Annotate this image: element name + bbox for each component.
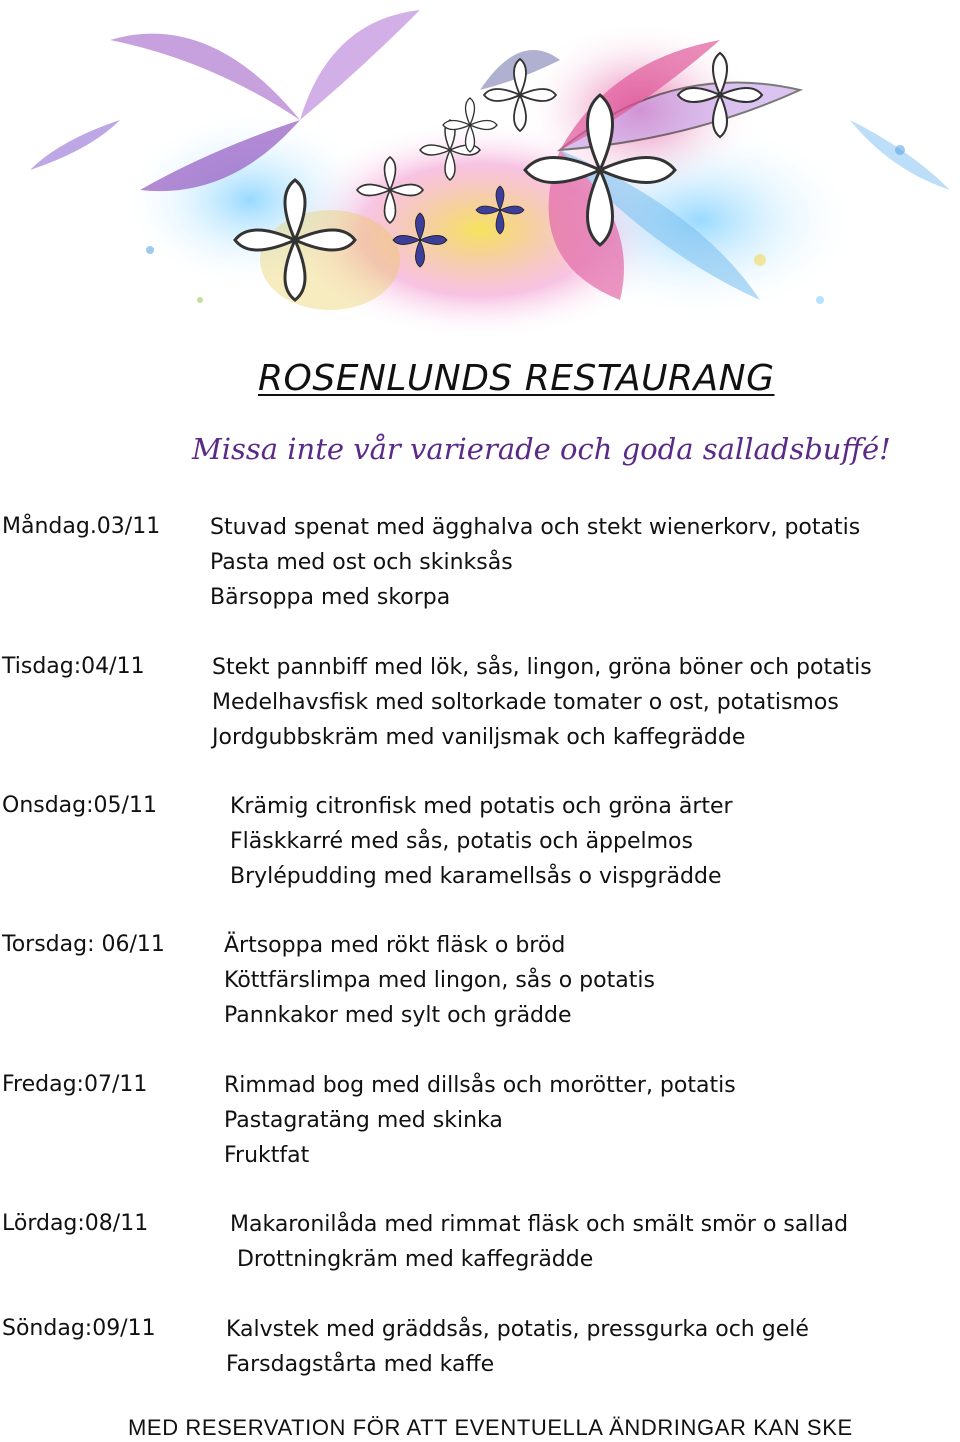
dish-list bbox=[224, 1068, 736, 1173]
dish-item: Rimmad bog med dillsås och morötter, potatis bbox=[224, 1073, 736, 1098]
dish-item: Jordgubbskräm med vaniljsmak och kaffegrädde bbox=[212, 725, 746, 750]
dish-item: Farsdagstårta med kaffe bbox=[226, 1352, 495, 1377]
dish-list bbox=[210, 510, 860, 615]
dish-item: Ärtsoppa med rökt fläsk o bröd bbox=[224, 933, 566, 958]
restaurant-title: ROSENLUNDS RESTAURANG bbox=[258, 358, 775, 399]
dish-list bbox=[226, 1312, 809, 1382]
dish-item: Brylépudding med karamellsås o vispgrädde bbox=[230, 864, 722, 889]
dish-item: Pastagratäng med skinka bbox=[224, 1108, 503, 1133]
dish-list bbox=[212, 650, 872, 755]
dish-item: Krämig citronfisk med potatis och gröna ärter bbox=[230, 794, 733, 819]
dish-item: Köttfärslimpa med lingon, sås o potatis bbox=[224, 968, 655, 993]
salad-buffet-tagline: Missa inte vår varierade och goda salladsbuffé! bbox=[192, 432, 891, 466]
day-label: Onsdag:05/11 bbox=[2, 793, 157, 818]
dish-item: Fläskkarré med sås, potatis och äppelmos bbox=[230, 829, 693, 854]
day-label: Söndag:09/11 bbox=[2, 1316, 156, 1341]
dish-item: Bärsoppa med skorpa bbox=[210, 585, 451, 610]
dish-item: Medelhavsfisk med soltorkade tomater o ost, potatismos bbox=[212, 690, 839, 715]
dish-item: Makaronilåda med rimmat fläsk och smält smör o sallad bbox=[230, 1212, 849, 1237]
dish-item: Pasta med ost och skinksås bbox=[210, 550, 513, 575]
day-label: Torsdag: 06/11 bbox=[2, 932, 165, 957]
reservation-notice: MED RESERVATION FÖR ATT EVENTUELLA ÄNDRINGAR KAN SKE bbox=[128, 1415, 853, 1440]
dish-list bbox=[230, 1207, 848, 1277]
day-label: Tisdag:04/11 bbox=[2, 654, 145, 679]
dish-item: Stuvad spenat med ägghalva och stekt wienerkorv, potatis bbox=[210, 515, 861, 540]
dish-item: Kalvstek med gräddsås, potatis, pressgurka och gelé bbox=[226, 1317, 809, 1342]
day-label: Lördag:08/11 bbox=[2, 1211, 149, 1236]
dish-list bbox=[224, 928, 655, 1033]
dish-list bbox=[230, 789, 733, 894]
dish-item: Drottningkräm med kaffegrädde bbox=[230, 1247, 594, 1272]
day-label: Fredag:07/11 bbox=[2, 1072, 148, 1097]
dish-item: Fruktfat bbox=[224, 1143, 310, 1168]
dish-item: Pannkakor med sylt och grädde bbox=[224, 1003, 572, 1028]
floral-artwork bbox=[0, 0, 960, 340]
dish-item: Stekt pannbiff med lök, sås, lingon, gröna böner och potatis bbox=[212, 655, 872, 680]
day-label: Måndag.03/11 bbox=[2, 514, 161, 539]
